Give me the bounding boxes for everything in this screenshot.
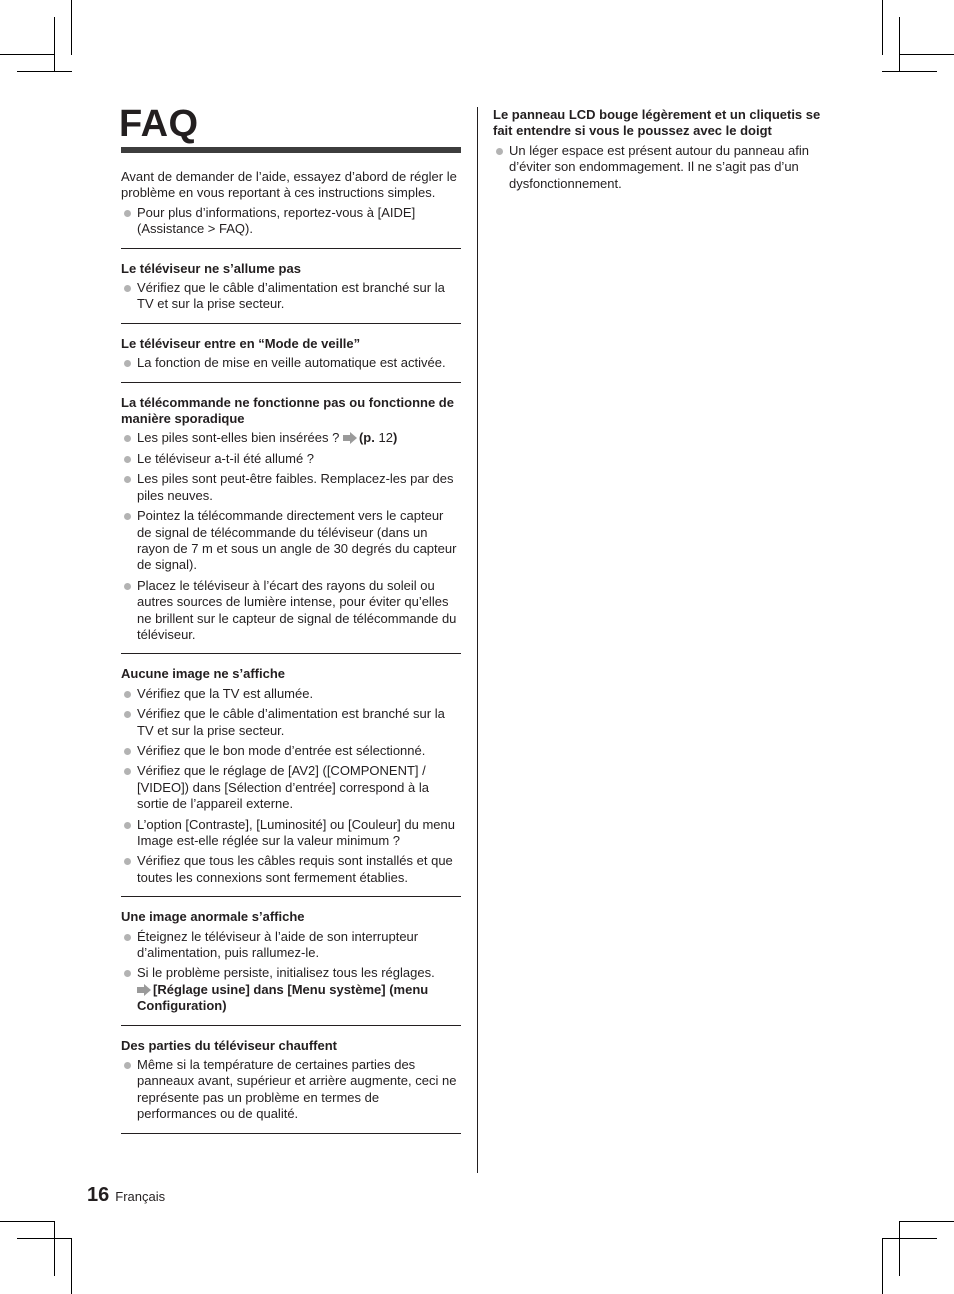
crop-mark <box>882 1238 883 1294</box>
bullet-dot-icon <box>124 691 131 698</box>
section-list <box>493 143 833 192</box>
faq-section-standby <box>121 323 461 372</box>
intro-list <box>121 205 461 238</box>
bullet-dot-icon <box>124 435 131 442</box>
section-list <box>121 355 461 371</box>
list-item: Vérifiez que tous les câbles requis sont installés et que toutes les connexions sont fermement établies. <box>121 853 461 886</box>
bullet-dot-icon <box>124 583 131 590</box>
bullet-dot-icon <box>124 934 131 941</box>
bullet-dot-icon <box>124 768 131 775</box>
faq-section-abnormal-image <box>121 896 461 1014</box>
section-heading: Le panneau LCD bouge légèrement et un cliquetis se fait entendre si vous le poussez avec le doigt <box>493 107 821 139</box>
list-item: Vérifiez que le câble d’alimentation est branché sur la TV et sur la prise secteur. <box>121 280 461 313</box>
list-item: La fonction de mise en veille automatique est activée. <box>121 355 461 371</box>
list-item: Un léger espace est présent autour du panneau afin d’éviter son endommagement. Il ne s’agit pas d’un dysfonctionnement. <box>493 143 833 192</box>
list-item: Vérifiez que le réglage de [AV2] ([COMPONENT] / [VIDEO]) dans [Sélection d’entrée] correspond à la sortie de l’appareil externe. <box>121 763 461 812</box>
faq-section-no-image <box>121 653 461 886</box>
menu-reference[interactable]: [Réglage usine] dans [Menu système] (menu Configuration) <box>137 981 429 1014</box>
bullet-dot-icon <box>124 360 131 367</box>
faq-section-remote <box>121 382 461 644</box>
faq-section-power <box>121 248 461 313</box>
section-list <box>121 1057 461 1123</box>
crop-mark <box>54 17 55 72</box>
right-column <box>493 107 833 196</box>
section-heading: Aucune image ne s’affiche <box>121 666 285 682</box>
bullet-dot-icon <box>124 456 131 463</box>
section-heading: Des parties du téléviseur chauffent <box>121 1037 338 1053</box>
list-item: Même si la température de certaines parties des panneaux avant, supérieur et arrière augmente, ceci ne représente pas un problème en termes de performances ou de qualité. <box>121 1057 461 1123</box>
faq-section-lcd-panel <box>493 107 833 192</box>
crop-mark <box>17 71 72 72</box>
crop-mark <box>899 17 900 72</box>
bullet-dot-icon <box>124 970 131 977</box>
left-column <box>121 100 461 1134</box>
bullet-dot-icon <box>124 210 131 217</box>
bullet-dot-icon <box>124 822 131 829</box>
list-item: Vérifiez que le bon mode d’entrée est sélectionné. <box>121 743 461 759</box>
section-divider <box>121 1133 461 1134</box>
section-heading: Le téléviseur entre en “Mode de veille” <box>121 335 361 351</box>
page-number: 16 <box>87 1184 110 1206</box>
bullet-dot-icon <box>124 513 131 520</box>
crop-mark <box>54 1221 55 1276</box>
list-item: Les piles sont peut-être faibles. Remplacez-les par des piles neuves. <box>121 471 461 504</box>
crop-mark <box>71 1238 72 1294</box>
language-label: Français <box>115 1189 166 1204</box>
bullet-dot-icon <box>124 476 131 483</box>
bullet-dot-icon <box>124 1062 131 1069</box>
crop-mark <box>0 54 55 55</box>
list-item: Le téléviseur a-t-il été allumé ? <box>121 451 461 467</box>
section-list <box>121 686 461 886</box>
title-underline <box>121 147 461 153</box>
crop-mark <box>899 1221 954 1222</box>
crop-mark <box>882 1238 937 1239</box>
section-list <box>121 280 461 313</box>
list-item: L’option [Contraste], [Luminosité] ou [Couleur] du menu Image est-elle réglée sur la valeur minimum ? <box>121 817 461 850</box>
crop-mark <box>882 0 883 55</box>
section-heading: Une image anormale s’affiche <box>121 909 305 925</box>
crop-mark <box>17 1238 72 1239</box>
column-divider <box>477 107 478 1173</box>
list-item: Si le problème persiste, initialisez tous les réglages. [Réglage usine] dans [Menu système] (menu Configuration) <box>121 965 461 1014</box>
list-item: Vérifiez que la TV est allumée. <box>121 686 461 702</box>
section-heading: La télécommande ne fonctionne pas ou fonctionne de manière sporadique <box>121 394 454 427</box>
list-item: Placez le téléviseur à l’écart des rayons du soleil ou autres sources de lumière intense, pour éviter qu’elles ne brillent sur le capteur de signal de télécommande du téléviseur. <box>121 578 461 644</box>
bullet-dot-icon <box>124 858 131 865</box>
faq-section-heat <box>121 1025 461 1123</box>
list-item: Les piles sont-elles bien insérées ? (p. 12) <box>121 430 461 446</box>
page-title: FAQ <box>119 103 199 145</box>
list-item: Pour plus d’informations, reportez-vous à [AIDE] (Assistance > FAQ). <box>121 205 461 238</box>
section-heading: Le téléviseur ne s’allume pas <box>121 260 301 276</box>
bullet-dot-icon <box>124 285 131 292</box>
list-item: Pointez la télécommande directement vers le capteur de signal de télécommande du téléviseur (dans un rayon de 7 m et sous un angle de 30 degrés du capteur de signal). <box>121 508 461 574</box>
crop-mark <box>71 0 72 55</box>
list-item: Vérifiez que le câble d’alimentation est branché sur la TV et sur la prise secteur. <box>121 706 461 739</box>
crop-mark <box>882 71 937 72</box>
bullet-dot-icon <box>124 748 131 755</box>
arrow-right-icon <box>343 432 357 444</box>
intro <box>121 169 461 238</box>
crop-mark <box>899 1221 900 1276</box>
section-list <box>121 430 461 643</box>
page-footer <box>87 1183 165 1207</box>
crop-mark <box>899 54 954 55</box>
section-list <box>121 929 461 1015</box>
bullet-dot-icon <box>124 711 131 718</box>
page-reference[interactable]: (p. 12) <box>358 430 398 446</box>
list-item: Éteignez le téléviseur à l’aide de son interrupteur d’alimentation, puis rallumez-le. <box>121 929 461 962</box>
intro-text: Avant de demander de l’aide, essayez d’abord de régler le problème en vous reportant à ces instructions simples. <box>121 169 457 201</box>
crop-mark <box>0 1221 55 1222</box>
bullet-dot-icon <box>496 148 503 155</box>
arrow-right-icon <box>137 984 151 996</box>
